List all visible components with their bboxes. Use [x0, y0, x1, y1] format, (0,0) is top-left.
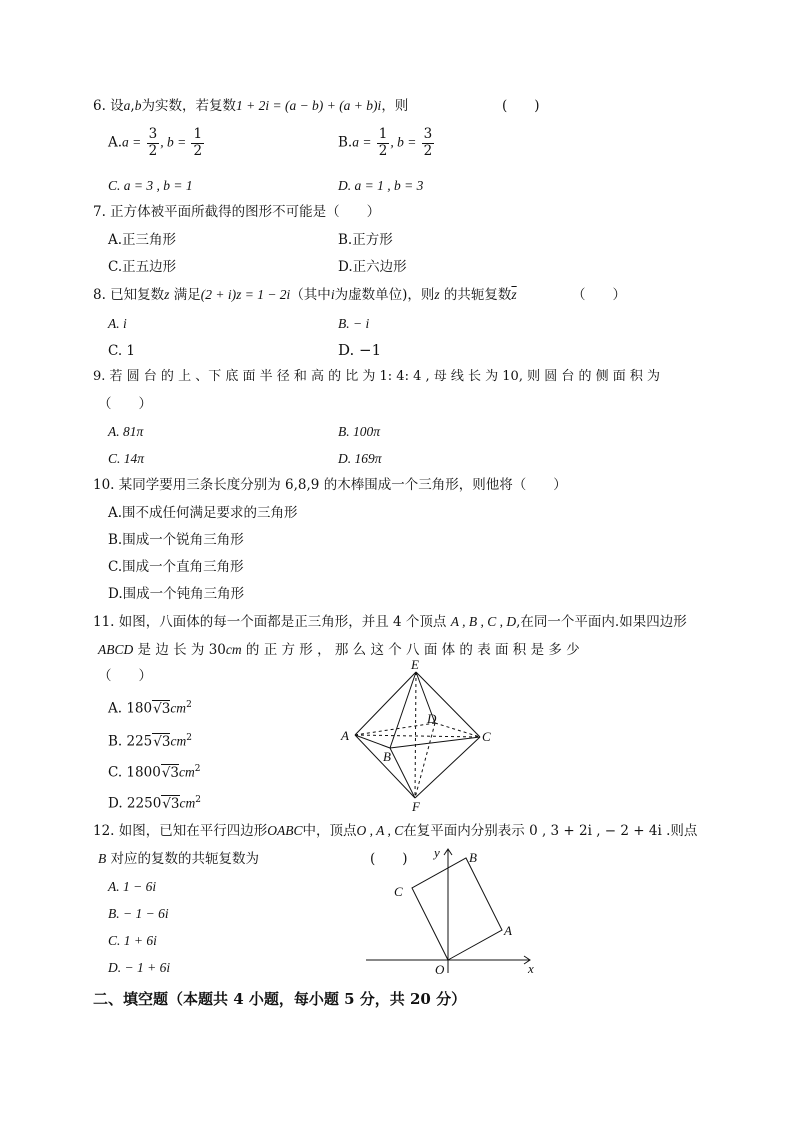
- q11-stem-line1: 11. 如图，八面体的每一个面都是正三角形，并且 4 个顶点 A , B , C , D,在同一个平面内.如果四边形: [93, 614, 687, 630]
- q11-option-d[interactable]: D. $2250√3cm^2$: [108, 795, 201, 812]
- q11-stem-line3: （ ）: [98, 668, 152, 684]
- vertex-label-a: A: [341, 728, 349, 743]
- diagonal-ef-hidden: [415, 672, 416, 798]
- q9-option-c[interactable]: C. 14π: [108, 451, 145, 466]
- axis-label-y: y: [434, 845, 440, 860]
- q12-option-c[interactable]: C. 1 + 6i: [108, 933, 157, 948]
- q7-option-a[interactable]: A.正三角形: [108, 232, 177, 248]
- q8-option-c[interactable]: C. 1: [108, 343, 136, 359]
- diagonal-ac-hidden: [355, 735, 480, 737]
- section-2-title: 二、填空题（本题共 4 小题，每小题 5 分，共 20 分）: [93, 990, 467, 1008]
- q10-option-d[interactable]: D.围成一个钝角三角形: [108, 586, 245, 602]
- q12-option-d[interactable]: D. − 1 + 6i: [108, 960, 171, 975]
- octahedron-edges: [355, 672, 480, 798]
- q10-option-a[interactable]: A.围不成任何满足要求的三角形: [108, 505, 298, 521]
- q7-option-c[interactable]: C.正五边形: [108, 259, 177, 275]
- sqrt-radical: √3: [162, 795, 180, 812]
- q6-option-b[interactable]: B.a = $\frac{1}{2}$ , b = $\frac{3}{2}$: [338, 126, 433, 159]
- fraction: $\frac{3}{2}$: [423, 126, 433, 159]
- q12-option-b[interactable]: B. − 1 − 6i: [108, 906, 169, 921]
- axis-label-x: x: [528, 961, 534, 976]
- q6-stem: 6. 设a,b为实数，若复数1 + 2i = (a − b) + (a + b)i，则: [93, 98, 409, 114]
- vertex-label-e: E: [411, 657, 419, 672]
- q6-option-d[interactable]: D. a = 1 , b = 3: [338, 178, 424, 193]
- q9-stem-line1: 9. 若 圆 台 的 上 、下 底 面 半 径 和 高 的 比 为 1: 4: 4 , 母 线 长 为 10, 则 圆 台 的 侧 面 积 为: [93, 369, 661, 384]
- q11-option-b[interactable]: B. $225√3cm^2$: [108, 733, 192, 750]
- q9-stem-line2: （ ）: [98, 396, 152, 412]
- edge-cf: [415, 737, 480, 798]
- sqrt-radical: √3: [153, 733, 171, 750]
- q9-option-d[interactable]: D. 169π: [338, 451, 382, 466]
- parallelogram-oabc: [412, 858, 502, 960]
- q8-option-a[interactable]: A. i: [108, 316, 127, 331]
- vertex-label-a: A: [504, 923, 512, 938]
- fraction: $\frac{1}{2}$: [193, 126, 203, 159]
- q12-stem-line1: 12. 如图，已知在平行四边形OABC中，顶点O , A , C在复平面内分别表示 0 , 3 + 2i , − 2 + 4i .则点: [93, 823, 698, 839]
- sqrt-radical: √3: [161, 764, 179, 781]
- q10-option-c[interactable]: C.围成一个直角三角形: [108, 559, 244, 575]
- edge-ab: [355, 735, 390, 748]
- q8-option-d[interactable]: D. −1: [338, 341, 382, 359]
- q9-option-b[interactable]: B. 100π: [338, 424, 381, 439]
- origin-label-o: O: [435, 962, 445, 977]
- edge-bf: [390, 748, 415, 798]
- fraction: $\frac{3}{2}$: [148, 126, 158, 159]
- q6-option-c[interactable]: C. a = 3 , b = 1: [108, 178, 193, 193]
- q12-stem-line2: B 对应的复数的共轭复数为: [98, 851, 260, 867]
- q10-stem: 10. 某同学要用三条长度分别为 6,8,9 的木棒围成一个三角形，则他将（ ）: [93, 477, 567, 493]
- vertex-label-c: C: [482, 729, 491, 744]
- edge-eb: [390, 672, 416, 748]
- edge-df-hidden: [415, 723, 435, 798]
- q7-option-b[interactable]: B.正方形: [338, 232, 393, 248]
- edge-bc: [390, 737, 480, 748]
- complex-plane-figure: [362, 843, 542, 978]
- sqrt-radical: √3: [153, 700, 171, 717]
- vertex-label-c: C: [394, 884, 403, 899]
- vertex-label-f: F: [412, 799, 420, 814]
- q12-option-a[interactable]: A. 1 − 6i: [108, 879, 157, 894]
- edge-ea: [355, 672, 416, 735]
- q11-option-a[interactable]: A. $180√3cm^2$: [108, 700, 192, 717]
- q11-option-c[interactable]: C. $1800√3cm^2$: [108, 764, 201, 781]
- vertex-label-b: B: [469, 850, 477, 865]
- q8-option-b[interactable]: B. − i: [338, 316, 370, 331]
- q8-bracket: （ ）: [572, 287, 626, 303]
- q10-option-b[interactable]: B.围成一个锐角三角形: [108, 532, 244, 548]
- q8-stem: 8. 已知复数z 满足(2 + i)z = 1 − 2i（其中i为虚数单位)，则z 的共轭复数$\overline{z}$: [93, 287, 517, 303]
- q11-stem-line2: ABCD 是 边 长 为 30cm 的 正 方 形 ， 那 么 这 个 八 面 体 的 表 面 积 是 多 少: [98, 642, 580, 658]
- q9-option-a[interactable]: A. 81π: [108, 424, 144, 439]
- q7-option-d[interactable]: D.正六边形: [338, 259, 407, 275]
- vertex-label-d: D: [427, 711, 437, 726]
- octahedron-figure: [335, 655, 505, 815]
- edge-af: [355, 735, 415, 798]
- q7-stem: 7. 正方体被平面所截得的图形不可能是（ ）: [93, 204, 381, 220]
- fraction: $\frac{1}{2}$: [378, 126, 388, 159]
- q6-bracket: ( ): [502, 98, 540, 114]
- q12-bracket: ( ): [370, 851, 408, 867]
- vertex-label-b: B: [383, 749, 391, 764]
- q6-option-a[interactable]: A.a = $\frac{3}{2}$ , b = $\frac{1}{2}$: [108, 126, 203, 159]
